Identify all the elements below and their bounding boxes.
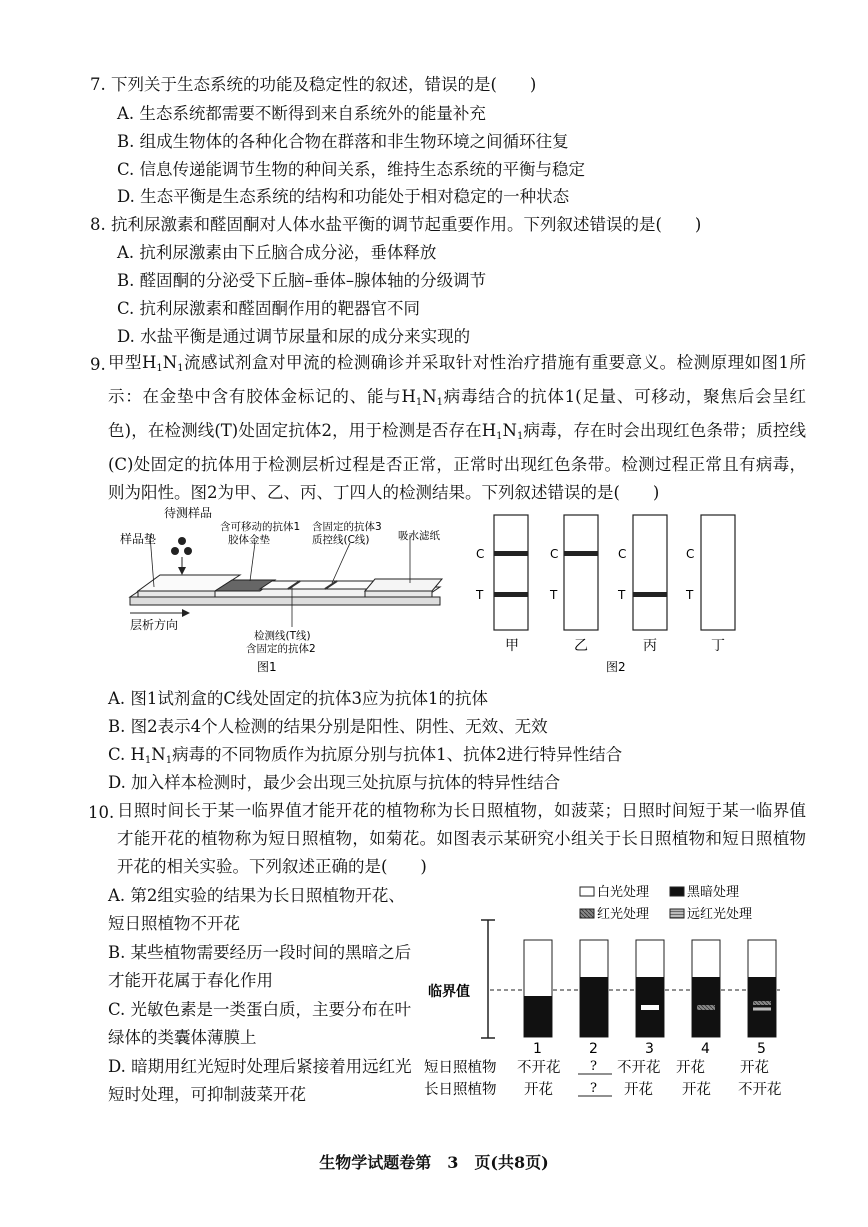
q8-stem: 8. 抗利尿激素和醛固酮对人体水盐平衡的调节起重要作用。下列叙述错误的是( ) xyxy=(90,215,702,234)
long-result: 开花 xyxy=(624,1082,653,1098)
legend-dark-swatch xyxy=(670,887,684,896)
short-result: 不开花 xyxy=(617,1060,661,1076)
q8-option-b: B. 醛固酮的分泌受下丘脑–垂体–腺体轴的分级调节 xyxy=(117,271,487,290)
group-number: 4 xyxy=(701,1041,710,1057)
q10-stem: 日照时间长于某一临界值才能开花的植物称为长日照植物，如菠菜；日照时间短于某一临界值才能开花的植物称为短日照植物，如菊花。如图表示某研究小组关于长日照植物和短日照植物开花的相关实验。下列叙述正确的是( ) xyxy=(117,801,806,876)
fig1-caption: 图1 xyxy=(257,660,277,674)
long-result: 开花 xyxy=(524,1082,553,1098)
fig2-c-label: C xyxy=(476,547,485,561)
fig1-test-line-label: 检测线(T线) xyxy=(254,630,311,642)
fig1-fixed-antibody2-label: 含固定的抗体2 xyxy=(246,643,316,655)
q9-option-d: D. 加入样本检测时，最少会出现三处抗原与抗体的特异性结合 xyxy=(108,773,561,792)
fig2-caption: 图2 xyxy=(606,660,626,674)
q9-number: 9. xyxy=(90,355,106,374)
fig2-band-jia-c xyxy=(494,551,528,556)
fig2-person-label: 甲 xyxy=(505,638,519,654)
short-result: 开花 xyxy=(740,1060,769,1076)
fig2-band-jia-t xyxy=(494,592,528,597)
fig2-c-label: C xyxy=(550,547,559,561)
fig1-absorbent-label: 吸水滤纸 xyxy=(398,530,440,542)
q8-option-c: C. 抗利尿激素和醛固酮作用的靶器官不同 xyxy=(117,299,421,318)
bar-dark xyxy=(524,996,552,1037)
legend-farred-label: 远红光处理 xyxy=(687,907,753,922)
long-result: 不开花 xyxy=(738,1082,782,1098)
q10-option-b: B. 某些植物需要经历一段时间的黑暗之后才能开花属于春化作用 xyxy=(108,943,412,990)
q7-option-c: C. 信息传递能调节生物的种间关系，维持生态系统的平衡与稳定 xyxy=(117,160,586,179)
critical-value-label: 临界值 xyxy=(428,984,470,1000)
legend-farred-swatch xyxy=(670,909,684,918)
group-number: 2 xyxy=(589,1041,598,1057)
q10-option-d: D. 暗期用红光短时处理后紧接着用远红光短时处理，可抑制菠菜开花 xyxy=(108,1057,412,1104)
fig2-person-label: 丁 xyxy=(711,638,725,654)
bar-farred-flash xyxy=(753,1007,771,1011)
q9-stem: 甲型$H_1N_1$流感试剂盒对甲流的检测确诊并采取针对性治疗措施有重要意义。检测原理如图1所示：在金垫中含有胶体金标记的、能与$H_1N_1$病毒结合的抗体1(足量、可移动，聚焦后会呈红色)，在检测线(T)处固定抗体2，用于检测是否存在$H_1N_1$病毒，存在时会出现红色条带；质控线(C)处固定的抗体用于检测层析过程是否正常，正常时出现红色条带。检测过程正常且有病毒，则为阳性。图2为甲、乙、丙、丁四人的检测结果。下列叙述错误的是( ) xyxy=(108,353,807,502)
fig1-sample-pad-label: 样品垫 xyxy=(120,532,157,546)
row-short-day-label: 短日照植物 xyxy=(424,1060,497,1076)
long-result: ? xyxy=(590,1081,597,1096)
q7-option-b: B. 组成生物体的各种化合物在群落和非生物环境之间循环往复 xyxy=(117,132,569,151)
legend-red-swatch xyxy=(580,909,594,918)
fig1-movable-antibody-label: 含可移动的抗体1 xyxy=(220,521,301,533)
q7-option-a: A. 生态系统都需要不断得到来自系统外的能量补充 xyxy=(117,104,486,123)
legend-white-label: 白光处理 xyxy=(597,885,650,900)
q7-option-d: D. 生态平衡是生态系统的结构和功能处于相对稳定的一种状态 xyxy=(117,187,570,206)
short-result: ? xyxy=(590,1059,597,1074)
q10-number: 10. xyxy=(88,803,115,822)
legend-white-swatch xyxy=(580,887,594,896)
fig2-band-yi-c xyxy=(564,551,598,556)
q9-option-a: A. 图1试剂盒的C线处固定的抗体3应为抗体1的抗体 xyxy=(108,689,489,708)
group-number: 3 xyxy=(645,1041,654,1057)
q10-photoperiod-figure xyxy=(420,880,800,1105)
fig2-t-label: T xyxy=(550,588,558,602)
row-long-day-label: 长日照植物 xyxy=(424,1082,497,1098)
bar-dark xyxy=(580,977,608,1037)
fig1-control-line-label: 质控线(C线) xyxy=(312,534,370,546)
q7-stem: 7. 下列关于生态系统的功能及稳定性的叙述，错误的是( ) xyxy=(90,75,537,94)
fig2-t-label: T xyxy=(686,588,694,602)
q9-option-b: B. 图2表示4个人检测的结果分别是阳性、阴性、无效、无效 xyxy=(108,717,548,736)
bar-white-flash xyxy=(641,1005,659,1010)
figure-2-test-results xyxy=(470,505,740,675)
legend-dark-label: 黑暗处理 xyxy=(687,885,740,900)
group-number: 5 xyxy=(757,1041,766,1057)
figure-1-test-strip xyxy=(120,505,460,675)
q9-option-c: C. $H_1N_1$病毒的不同物质作为抗原分别与抗体1、抗体2进行特异性结合 xyxy=(108,745,623,766)
short-result: 不开花 xyxy=(517,1060,561,1076)
q10-option-a: A. 第2组实验的结果为长日照植物开花、短日照植物不开花 xyxy=(108,886,405,933)
legend-red-label: 红光处理 xyxy=(597,907,650,922)
q8-option-d: D. 水盐平衡是通过调节尿量和尿的成分来实现的 xyxy=(117,327,471,346)
bar-red-flash xyxy=(753,1001,771,1005)
fig1-fixed-antibody3-label: 含固定的抗体3 xyxy=(312,521,382,533)
fig2-person-label: 丙 xyxy=(643,638,657,654)
fig2-c-label: C xyxy=(618,547,627,561)
group-number: 1 xyxy=(533,1041,542,1057)
long-result: 开花 xyxy=(682,1082,711,1098)
bar-red-flash xyxy=(697,1005,715,1010)
fig2-c-label: C xyxy=(686,547,695,561)
fig2-person-label: 乙 xyxy=(574,638,588,654)
fig2-t-label: T xyxy=(476,588,484,602)
q10-option-c: C. 光敏色素是一类蛋白质，主要分布在叶绿体的类囊体薄膜上 xyxy=(108,1000,412,1047)
page-footer: 生物学试题卷第 3 页(共8页) xyxy=(319,1153,549,1172)
fig1-gold-pad-label: 胶体金垫 xyxy=(228,534,270,546)
fig1-sample-label: 待测样品 xyxy=(164,506,213,520)
short-result: 开花 xyxy=(676,1060,705,1076)
fig2-t-label: T xyxy=(618,588,626,602)
q8-option-a: A. 抗利尿激素由下丘脑合成分泌，垂体释放 xyxy=(117,243,437,262)
fig2-band-bing-t xyxy=(633,592,667,597)
fig1-direction-label: 层析方向 xyxy=(130,618,179,632)
